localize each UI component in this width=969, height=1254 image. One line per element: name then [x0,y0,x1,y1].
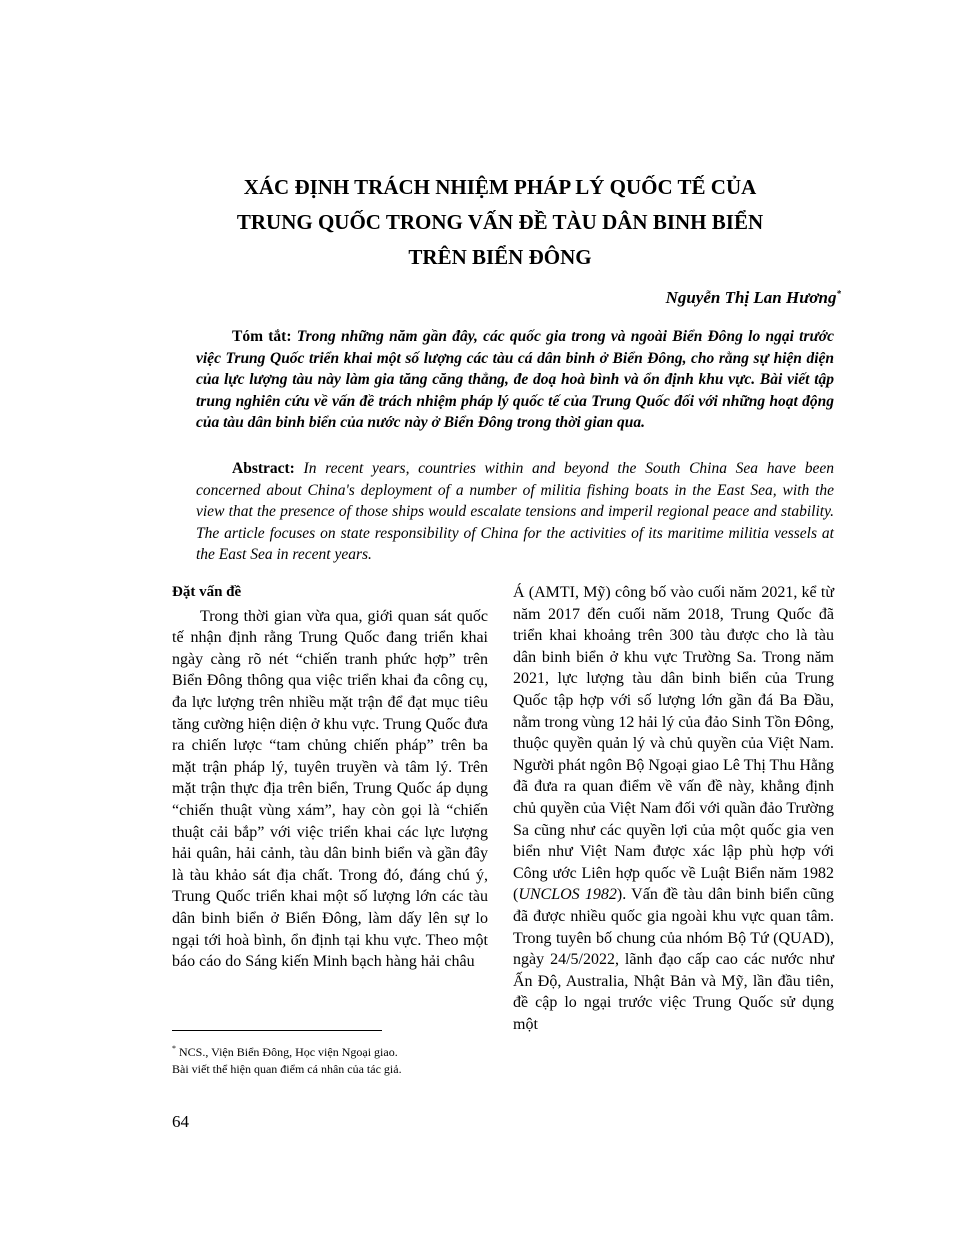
footnote-affiliation: NCS., Viện Biển Đông, Học viện Ngoại giao. [179,1045,398,1059]
left-column [172,582,488,973]
footnote-line-1 [172,1040,492,1061]
right-column [513,582,834,1035]
author-byline [666,288,841,308]
footnote-mark: * [172,1044,176,1053]
right-paragraph-part2: ). Vấn đề tàu dân binh biển cũng đã được nhiều quốc gia ngoài khu vực quan tâm. Trong tuyên bố chung của nhóm Bộ Tứ (QUAD), ngày 24/5/2022, lãnh đạo cấp cao các nước như Ấn Độ, Australia, Nhật Bản và Mỹ, lần đầu tiên, đề cập lo ngại trước việc Trung Quốc sử dụng một [513,886,834,1033]
left-paragraph: Trong thời gian vừa qua, giới quan sát quốc tế nhận định rằng Trung Quốc đang triển khai ngày càng rõ nét “chiến tranh phức hợp” trên Biển Đông thông qua việc triển khai đa công cụ, đa lực lượng trên nhiều mặt trận để đạt mục tiêu tăng cường hiện diện ở khu vực. Trung Quốc đưa ra chiến lược “tam chủng chiến pháp” trên ba mặt trận pháp lý, tuyên truyền và tâm lý. Trên mặt trận thực địa trên biển, Trung Quốc áp dụng “chiến thuật vùng xám”, hay còn gọi là “chiến thuật cải bắp” với việc triển khai các lực lượng hải quân, hải cảnh, tàu dân binh biển và gần đây là tàu khảo sát địa chất. Trong đó, đáng chú ý, Trung Quốc triển khai một số lượng lớn các tàu dân binh biển ở Biển Đông, làm dấy lên sự lo ngại tới hoà bình, ổn định tại khu vực. Theo một báo cáo do Sáng kiến Minh bạch hàng hải châu [172,607,488,971]
abstract-english [196,458,834,566]
section-heading: Đặt vấn đề [172,584,242,600]
right-paragraph [513,582,834,1035]
abstract-vn-label: Tóm tắt: [232,328,292,345]
author-name: Nguyễn Thị Lan Hương [665,288,837,307]
title-line-2: TRUNG QUỐC TRONG VẤN ĐỀ TÀU DÂN BINH BIỂN [236,210,764,234]
footnote-divider [172,1030,382,1031]
abstract-vietnamese [196,326,834,434]
page-number: 64 [172,1112,189,1131]
right-paragraph-part1: Á (AMTI, Mỹ) công bố vào cuối năm 2021, kể từ năm 2017 đến cuối năm 2018, Trung Quốc đã triển khai khoảng trên 300 tàu được cho là tàu dân binh biển ở khu vực Trường Sa. Trong năm 2021, lực lượng tàu dân binh biển của Trung Quốc tập hợp với số lượng lớn gần đá Ba Đầu, nằm trong vùng 12 hải lý của đảo Sinh Tồn Đông, thuộc quyền quản lý và chủ quyền của Việt Nam. Người phát ngôn Bộ Ngoại giao Lê Thị Thu Hằng đã đưa ra quan điểm về vấn đề này, khẳng định chủ quyền của Việt Nam đối với quần đảo Trường Sa cũng như các quyền lợi của một quốc gia ven biển như Việt Nam được xác lập phù hợp với Công ước Liên hợp quốc về Luật Biển năm 1982 ( [513,584,834,904]
author-footnote-mark: * [836,288,841,299]
article-title [150,170,850,275]
footnote [172,1040,492,1078]
abstract-en-text: In recent years, countries within and beyond the South China Sea have been concerned about China's deployment of a number of militia fishing boats in the East Sea, with the view that the presence of those ships would escalate tensions and imperil regional peace and stability. The article focuses on state responsibility of China for the activities of its maritime militia vessels at the East Sea in recent years. [196,460,834,563]
unclos-citation: UNCLOS 1982 [518,886,617,904]
title-line-3: TRÊN BIỂN ĐÔNG [408,245,592,269]
title-line-1: XÁC ĐỊNH TRÁCH NHIỆM PHÁP LÝ QUỐC TẾ CỦA [243,175,757,199]
footnote-line-2: Bài viết thể hiện quan điểm cá nhân của tác giả. [172,1062,402,1076]
abstract-vn-text: Trong những năm gần đây, các quốc gia trong và ngoài Biển Đông lo ngại trước việc Trung Quốc triển khai một số lượng các tàu cá dân binh ở Biển Đông, cho rằng sự hiện diện của lực lượng tàu này làm gia tăng căng thẳng, đe doạ hoà bình và ổn định khu vực. Bài viết tập trung nghiên cứu về vấn đề trách nhiệm pháp lý quốc tế của Trung Quốc đối với những hoạt động của tàu dân binh biển của nước này ở Biển Đông trong thời gian qua. [196,328,834,431]
abstract-en-label: Abstract: [232,460,295,477]
